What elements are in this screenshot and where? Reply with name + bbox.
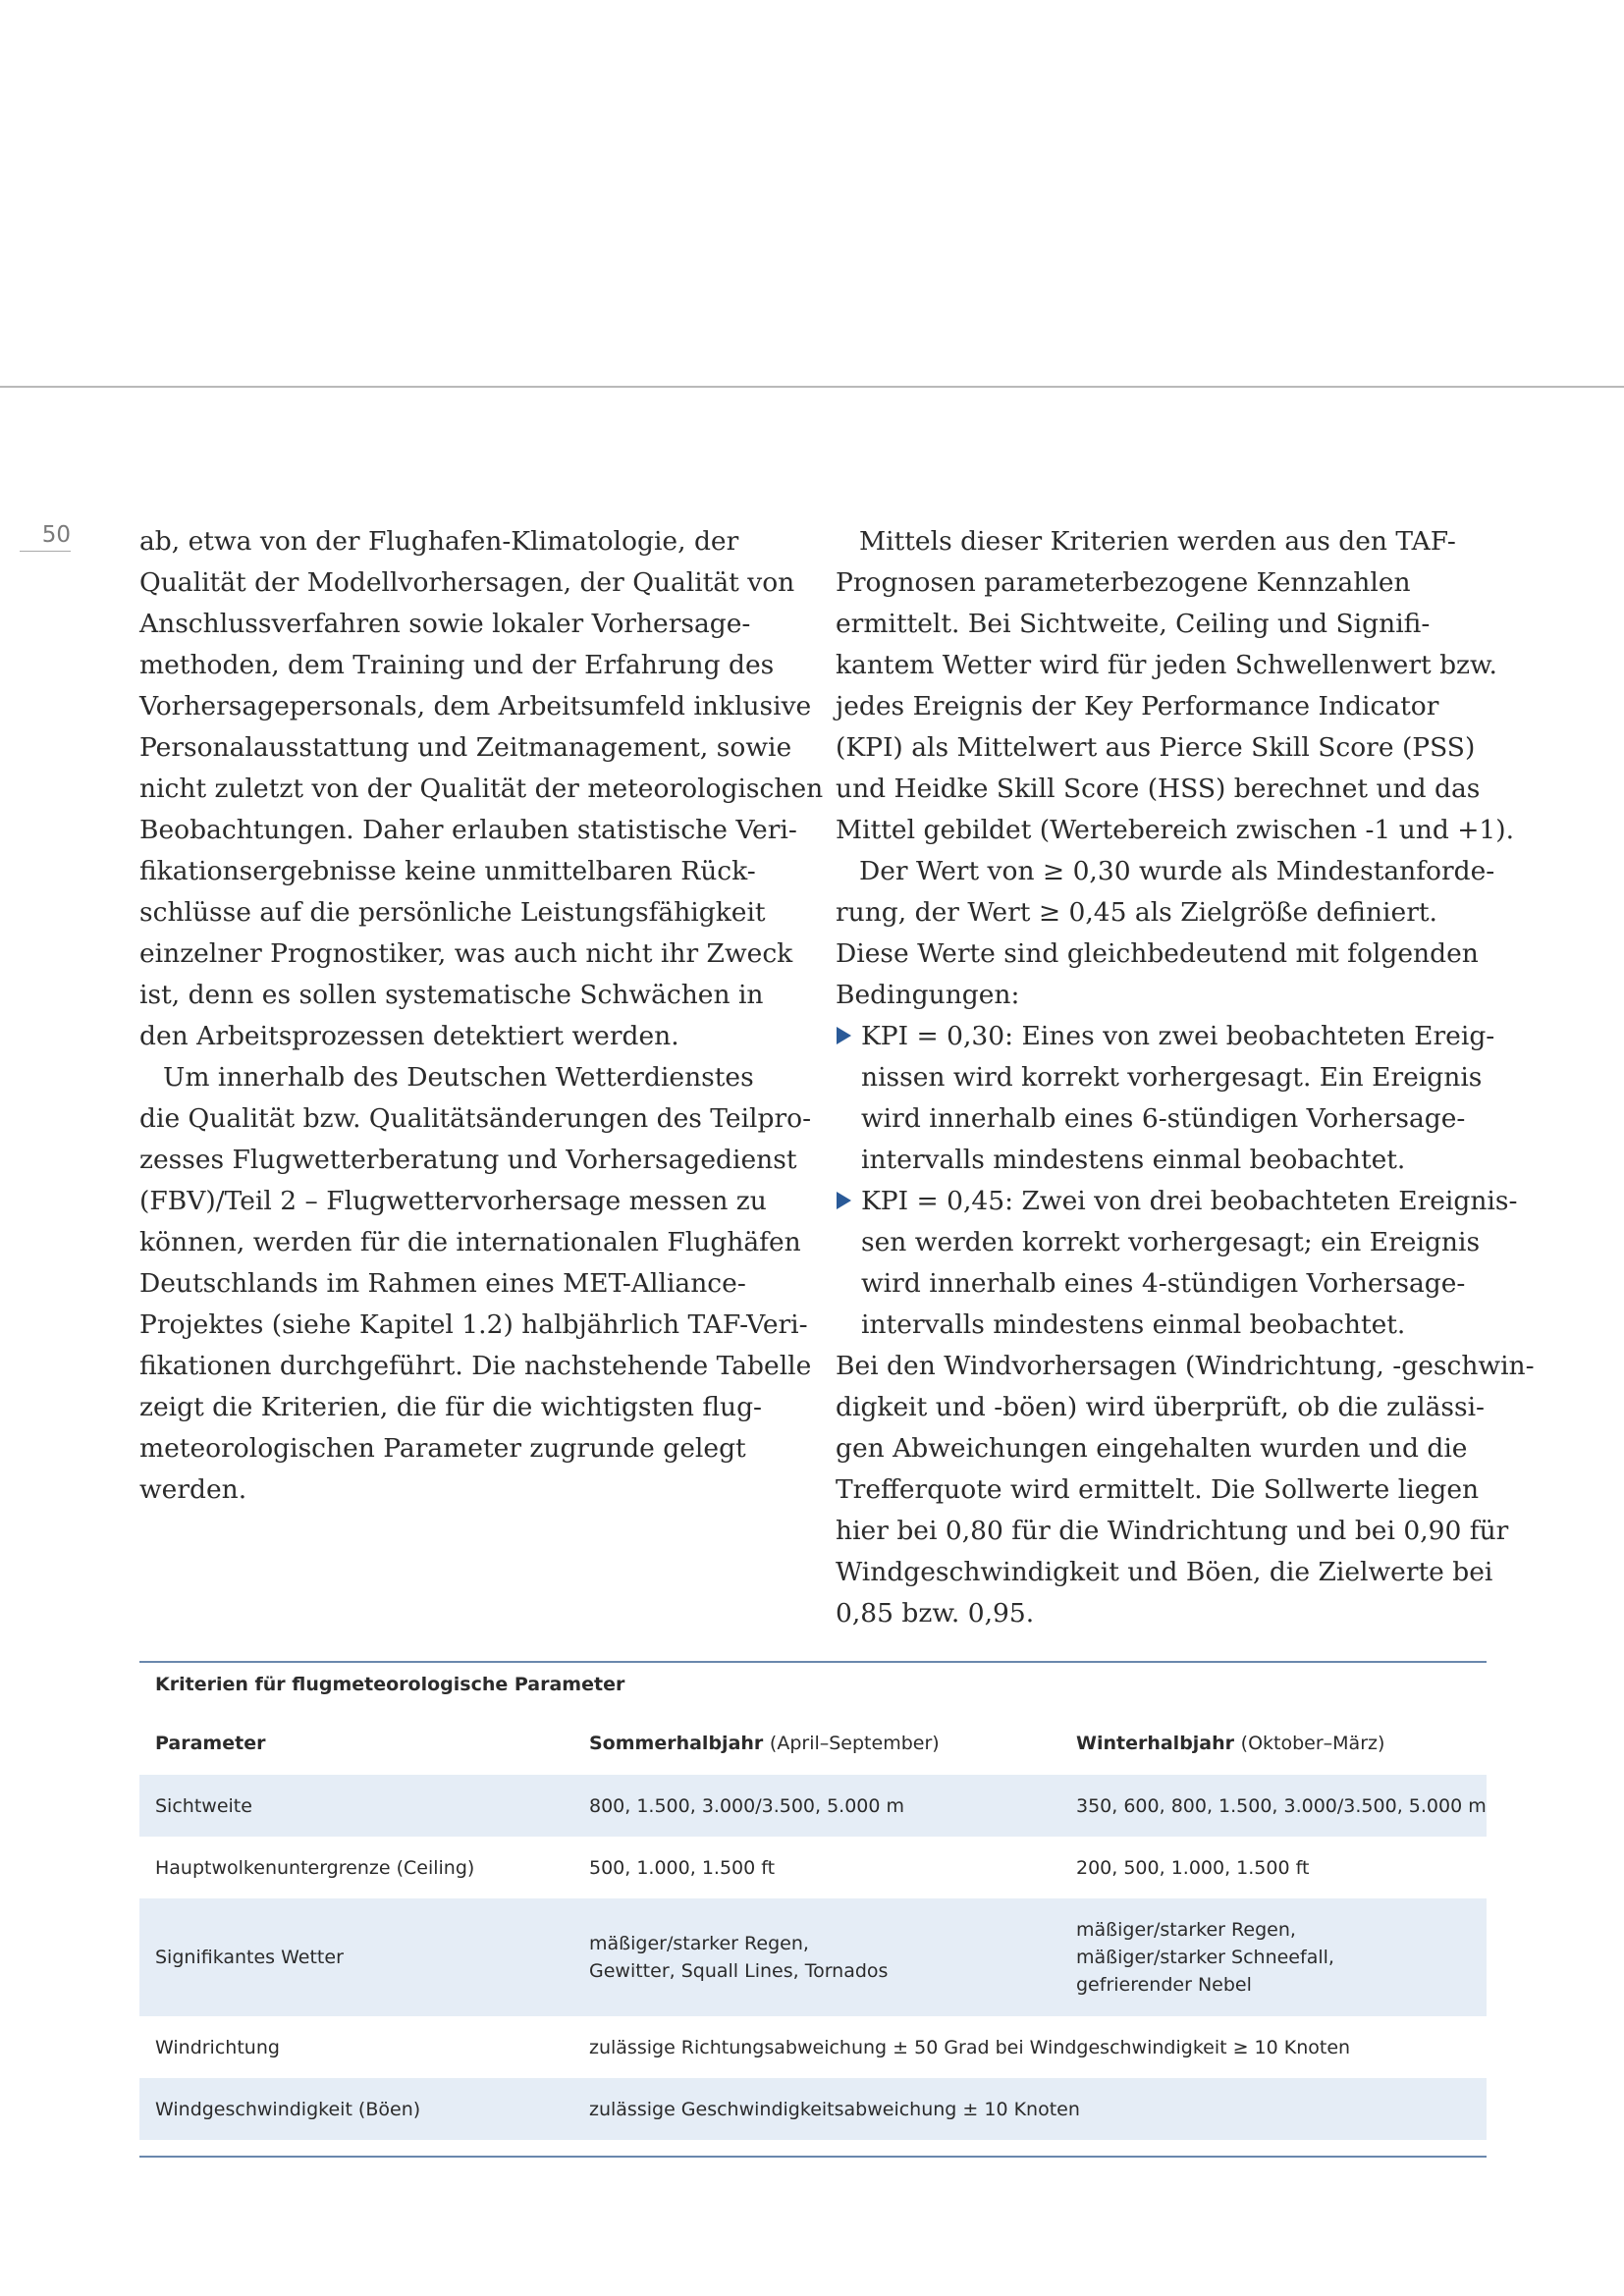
winter-value bbox=[1076, 1916, 1487, 1999]
triangle-bullet-icon bbox=[837, 1027, 851, 1044]
winter-value: 200, 500, 1.000, 1.500 ft bbox=[1076, 1856, 1310, 1879]
cell-line: mäßiger/starker Schneefall, bbox=[1076, 1947, 1334, 1968]
text-line: nissen wird korrekt vorhergesagt. Ein Ereignis bbox=[861, 1062, 1483, 1093]
text-line: Windgeschwindigkeit und Böen, die Zielwerte bei bbox=[836, 1557, 1493, 1587]
row-label: Sichtweite bbox=[155, 1794, 252, 1817]
text-line: Deutschlands im Rahmen eines MET-Alliance- bbox=[139, 1268, 746, 1299]
table-row-signifikantes-wetter bbox=[139, 1898, 1487, 2016]
bullet-item-kpi-030 bbox=[836, 1016, 1493, 1181]
text-line: fikationen durchgeführt. Die nachstehende Tabelle bbox=[139, 1351, 812, 1381]
cell-line: Gewitter, Squall Lines, Tornados bbox=[589, 1960, 889, 1982]
text-line: kantem Wetter wird für jeden Schwellenwert bzw. bbox=[836, 650, 1497, 680]
text-line: intervalls mindestens einmal beobachtet. bbox=[861, 1309, 1406, 1340]
text-line: und Heidke Skill Score (HSS) berechnet und das bbox=[836, 774, 1481, 804]
text-line: schlüsse auf die persönliche Leistungsfähigkeit bbox=[139, 897, 766, 928]
text-line: digkeit und -böen) wird überprüft, ob die zulässi- bbox=[836, 1392, 1486, 1422]
combined-value: zulässige Geschwindigkeitsabweichung ± 10 Knoten bbox=[589, 2098, 1080, 2120]
text-line: rung, der Wert ≥ 0,45 als Zielgröße definiert. bbox=[836, 897, 1437, 928]
text-line: den Arbeitsprozessen detektiert werden. bbox=[139, 1021, 679, 1051]
cell-line: mäßiger/starker Regen, bbox=[589, 1933, 809, 1954]
text-line: ist, denn es sollen systematische Schwächen in bbox=[139, 980, 764, 1010]
header-summer-months: (April–September) bbox=[769, 1733, 940, 1754]
text-line: gen Abweichungen eingehalten wurden und die bbox=[836, 1433, 1468, 1464]
text-line: die Qualität bzw. Qualitätsänderungen des Teilpro- bbox=[139, 1103, 812, 1134]
text-line: können, werden für die internationalen Flughäfen bbox=[139, 1227, 801, 1257]
table-row-sichtweite bbox=[139, 1775, 1487, 1837]
cell-line: mäßiger/starker Regen, bbox=[1076, 1919, 1296, 1941]
summer-value bbox=[589, 1930, 1076, 1985]
page-number: 50 bbox=[20, 522, 71, 552]
text-line: (KPI) als Mittelwert aus Pierce Skill Score (PSS) bbox=[836, 732, 1476, 763]
bullet-item-kpi-045 bbox=[836, 1181, 1518, 1346]
table-bottom-spacer bbox=[139, 2140, 1487, 2156]
left-text-column bbox=[139, 521, 824, 1511]
text-line: Bei den Windvorhersagen (Windrichtung, -geschwin- bbox=[836, 1351, 1535, 1381]
triangle-bullet-icon bbox=[837, 1192, 851, 1209]
summer-value: 500, 1.000, 1.500 ft bbox=[589, 1856, 776, 1879]
table-row-ceiling bbox=[139, 1837, 1487, 1898]
table-title: Kriterien für flugmeteorologische Parameter bbox=[155, 1674, 625, 1695]
row-label: Hauptwolkenuntergrenze (Ceiling) bbox=[155, 1856, 475, 1879]
text-line: KPI = 0,30: Eines von zwei beobachteten Ereig- bbox=[861, 1021, 1495, 1051]
text-line: methoden, dem Training und der Erfahrung des bbox=[139, 650, 775, 680]
header-parameter: Parameter bbox=[155, 1733, 266, 1754]
text-line: KPI = 0,45: Zwei von drei beobachteten Ereignis- bbox=[861, 1186, 1518, 1216]
text-line: sen werden korrekt vorhergesagt; ein Ereignis bbox=[861, 1227, 1481, 1257]
text-line: 0,85 bzw. 0,95. bbox=[836, 1598, 1035, 1629]
criteria-table bbox=[139, 1661, 1487, 2158]
text-line: Personalausstattung und Zeitmanagement, sowie bbox=[139, 732, 792, 763]
text-line: zesses Flugwetterberatung und Vorhersagedienst bbox=[139, 1145, 797, 1175]
text-line: jedes Ereignis der Key Performance Indicator bbox=[836, 691, 1439, 721]
header-summer bbox=[589, 1733, 1076, 1754]
text-line: einzelner Prognostiker, was auch nicht ihr Zweck bbox=[139, 938, 793, 969]
text-line: Beobachtungen. Daher erlauben statistische Veri- bbox=[139, 815, 797, 845]
text-line: meteorologischen Parameter zugrunde gelegt bbox=[139, 1433, 746, 1464]
text-line: wird innerhalb eines 4-stündigen Vorhersage- bbox=[861, 1268, 1466, 1299]
table-row-windrichtung bbox=[139, 2016, 1487, 2078]
text-line: Trefferquote wird ermittelt. Die Sollwerte liegen bbox=[836, 1474, 1480, 1505]
text-line: Projektes (siehe Kapitel 1.2) halbjährlich TAF-Veri- bbox=[139, 1309, 808, 1340]
text-line: Diese Werte sind gleichbedeutend mit folgenden bbox=[836, 938, 1479, 969]
text-line: (FBV)/Teil 2 – Flugwettervorhersage messen zu bbox=[139, 1186, 767, 1216]
header-winter-label: Winterhalbjahr bbox=[1076, 1733, 1235, 1754]
table-bottom-rule bbox=[139, 2156, 1487, 2158]
table-header-row bbox=[139, 1712, 1487, 1775]
text-line: Der Wert von ≥ 0,30 wurde als Mindestanforde- bbox=[859, 856, 1495, 886]
text-line: Qualität der Modellvorhersagen, der Qualität von bbox=[139, 567, 795, 598]
summer-value: 800, 1.500, 3.000/3.500, 5.000 m bbox=[589, 1794, 905, 1817]
text-line: wird innerhalb eines 6-stündigen Vorhersage- bbox=[861, 1103, 1466, 1134]
text-line: intervalls mindestens einmal beobachtet. bbox=[861, 1145, 1406, 1175]
text-line: Vorhersagepersonals, dem Arbeitsumfeld inklusive bbox=[139, 691, 812, 721]
text-line: ermittelt. Bei Sichtweite, Ceiling und Signifi- bbox=[836, 609, 1431, 639]
text-line: Prognosen parameterbezogene Kennzahlen bbox=[836, 567, 1411, 598]
row-label: Signifikantes Wetter bbox=[155, 1947, 344, 1968]
text-line: ab, etwa von der Flughafen-Klimatologie, der bbox=[139, 526, 739, 557]
text-line: Mittels dieser Kriterien werden aus den TAF- bbox=[859, 526, 1456, 557]
text-line: Um innerhalb des Deutschen Wetterdienstes bbox=[163, 1062, 754, 1093]
table-row-windgeschwindigkeit bbox=[139, 2078, 1487, 2140]
row-label: Windrichtung bbox=[155, 2036, 280, 2058]
text-line: fikationsergebnisse keine unmittelbaren Rück- bbox=[139, 856, 756, 886]
text-line: werden. bbox=[139, 1474, 247, 1505]
text-line: zeigt die Kriterien, die für die wichtigsten flug- bbox=[139, 1392, 763, 1422]
header-winter-months: (Oktober–März) bbox=[1240, 1733, 1385, 1754]
text-line: nicht zuletzt von der Qualität der meteorologischen bbox=[139, 774, 824, 804]
header-winter bbox=[1076, 1733, 1487, 1754]
right-text-column bbox=[836, 521, 1535, 1634]
combined-value: zulässige Richtungsabweichung ± 50 Grad bei Windgeschwindigkeit ≥ 10 Knoten bbox=[589, 2036, 1351, 2058]
row-label: Windgeschwindigkeit (Böen) bbox=[155, 2098, 421, 2120]
text-line: Bedingungen: bbox=[836, 980, 1020, 1010]
text-line: Anschlussverfahren sowie lokaler Vorhersage- bbox=[139, 609, 751, 639]
cell-line: gefrierender Nebel bbox=[1076, 1974, 1252, 1996]
header-summer-label: Sommerhalbjahr bbox=[589, 1733, 764, 1754]
text-line: hier bei 0,80 für die Windrichtung und bei 0,90 für bbox=[836, 1516, 1509, 1546]
header-rule bbox=[0, 386, 1624, 388]
winter-value: 350, 600, 800, 1.500, 3.000/3.500, 5.000 m bbox=[1076, 1794, 1487, 1817]
text-line: Mittel gebildet (Wertebereich zwischen -1 und +1). bbox=[836, 815, 1515, 845]
